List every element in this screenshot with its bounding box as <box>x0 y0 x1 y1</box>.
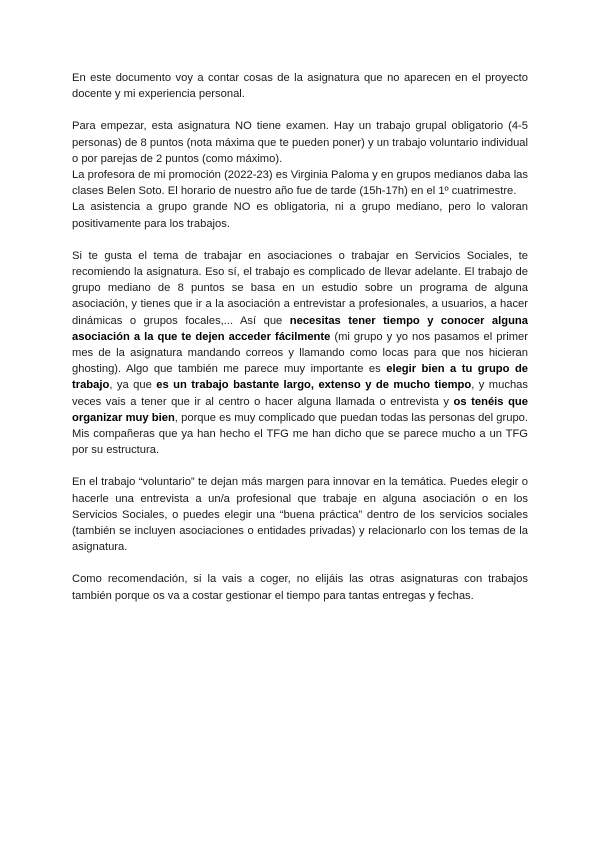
bold-emphasis: necesitas tener tiempo y conocer alguna asociación a la que te dejen acceder fácilmente <box>72 314 528 343</box>
bold-emphasis: es un trabajo bastante largo, extenso y de mucho tiempo <box>156 379 472 392</box>
closing-paragraph: Como recomendación, si la vais a coger, no elijáis las otras asignaturas con trabajos también porque os va a costar gestionar el tiempo para tantas entregas y fechas. <box>72 573 528 602</box>
intro-paragraph: En este documento voy a contar cosas de la asignatura que no aparecen en el proyecto docente y mi experiencia personal. <box>72 72 528 101</box>
paragraph-gap <box>72 102 528 118</box>
text-run: , porque es muy complicado que puedan todas las personas del grupo. Mis compañeras que ya han hecho el TFG me han dicho que se parece mucho a un TFG por su estructura. <box>72 411 528 457</box>
text-run: , y muchas veces vais a tener que ir al centro o hacer alguna llamada o entrevista y <box>72 379 528 408</box>
recommendation-paragraph <box>72 248 528 459</box>
attendance-paragraph: La asistencia a grupo grande NO es obligatoria, ni a grupo mediano, pero lo valoran positivamente para los trabajos. <box>72 201 528 230</box>
voluntary-work-paragraph: En el trabajo “voluntario” te dejan más margen para innovar en la temática. Puedes elegir o hacerle una entrevista a un/a profesional que trabaje en alguna asociación o en los Servicios Sociales, o puedes elegir una “buena práctica” dentro de los servicios sociales (también se incluyen asociaciones o entidades privadas) y relacionarlo con los temas de la asignatura. <box>72 476 528 554</box>
text-run: Si te gusta el tema de trabajar en asociaciones o trabajar en Servicios Sociales, te recomiendo la asignatura. Eso sí, el trabajo es complicado de llevar adelante. El trabajo de grupo mediano de 8 puntos se basa en un estudio sobre un programa de alguna asociación, y tienes que ir a la asociación a entrevistar a profesionales, a usuarios, a hacer dinámicas o grupos focales,... Así que <box>72 249 528 327</box>
exam-info-paragraph: Para empezar, esta asignatura NO tiene examen. Hay un trabajo grupal obligatorio (4-5 personas) de 8 puntos (nota máxima que te pueden poner) y un trabajo voluntario individual o por parejas de 2 puntos (como máximo). <box>72 120 528 165</box>
paragraph-gap <box>72 232 528 248</box>
paragraph-gap <box>72 555 528 571</box>
bold-emphasis: elegir bien a tu grupo de trabajo <box>72 363 528 392</box>
text-run: (mi grupo y yo nos pasamos el primer mes de la asignatura mandando correos y llamando como locas para que nos hicieran ghosting). Algo que también me parece muy importante es <box>72 330 529 376</box>
paragraph-gap <box>72 458 528 474</box>
text-run: , ya que <box>109 379 157 392</box>
professor-paragraph: La profesora de mi promoción (2022-23) es Virginia Paloma y en grupos medianos daba las clases Belen Soto. El horario de nuestro año fue de tarde (15h-17h) en el 1º cuatrimestre. <box>72 169 528 198</box>
bold-emphasis: os tenéis que organizar muy bien <box>72 395 528 424</box>
document-body <box>72 70 528 604</box>
